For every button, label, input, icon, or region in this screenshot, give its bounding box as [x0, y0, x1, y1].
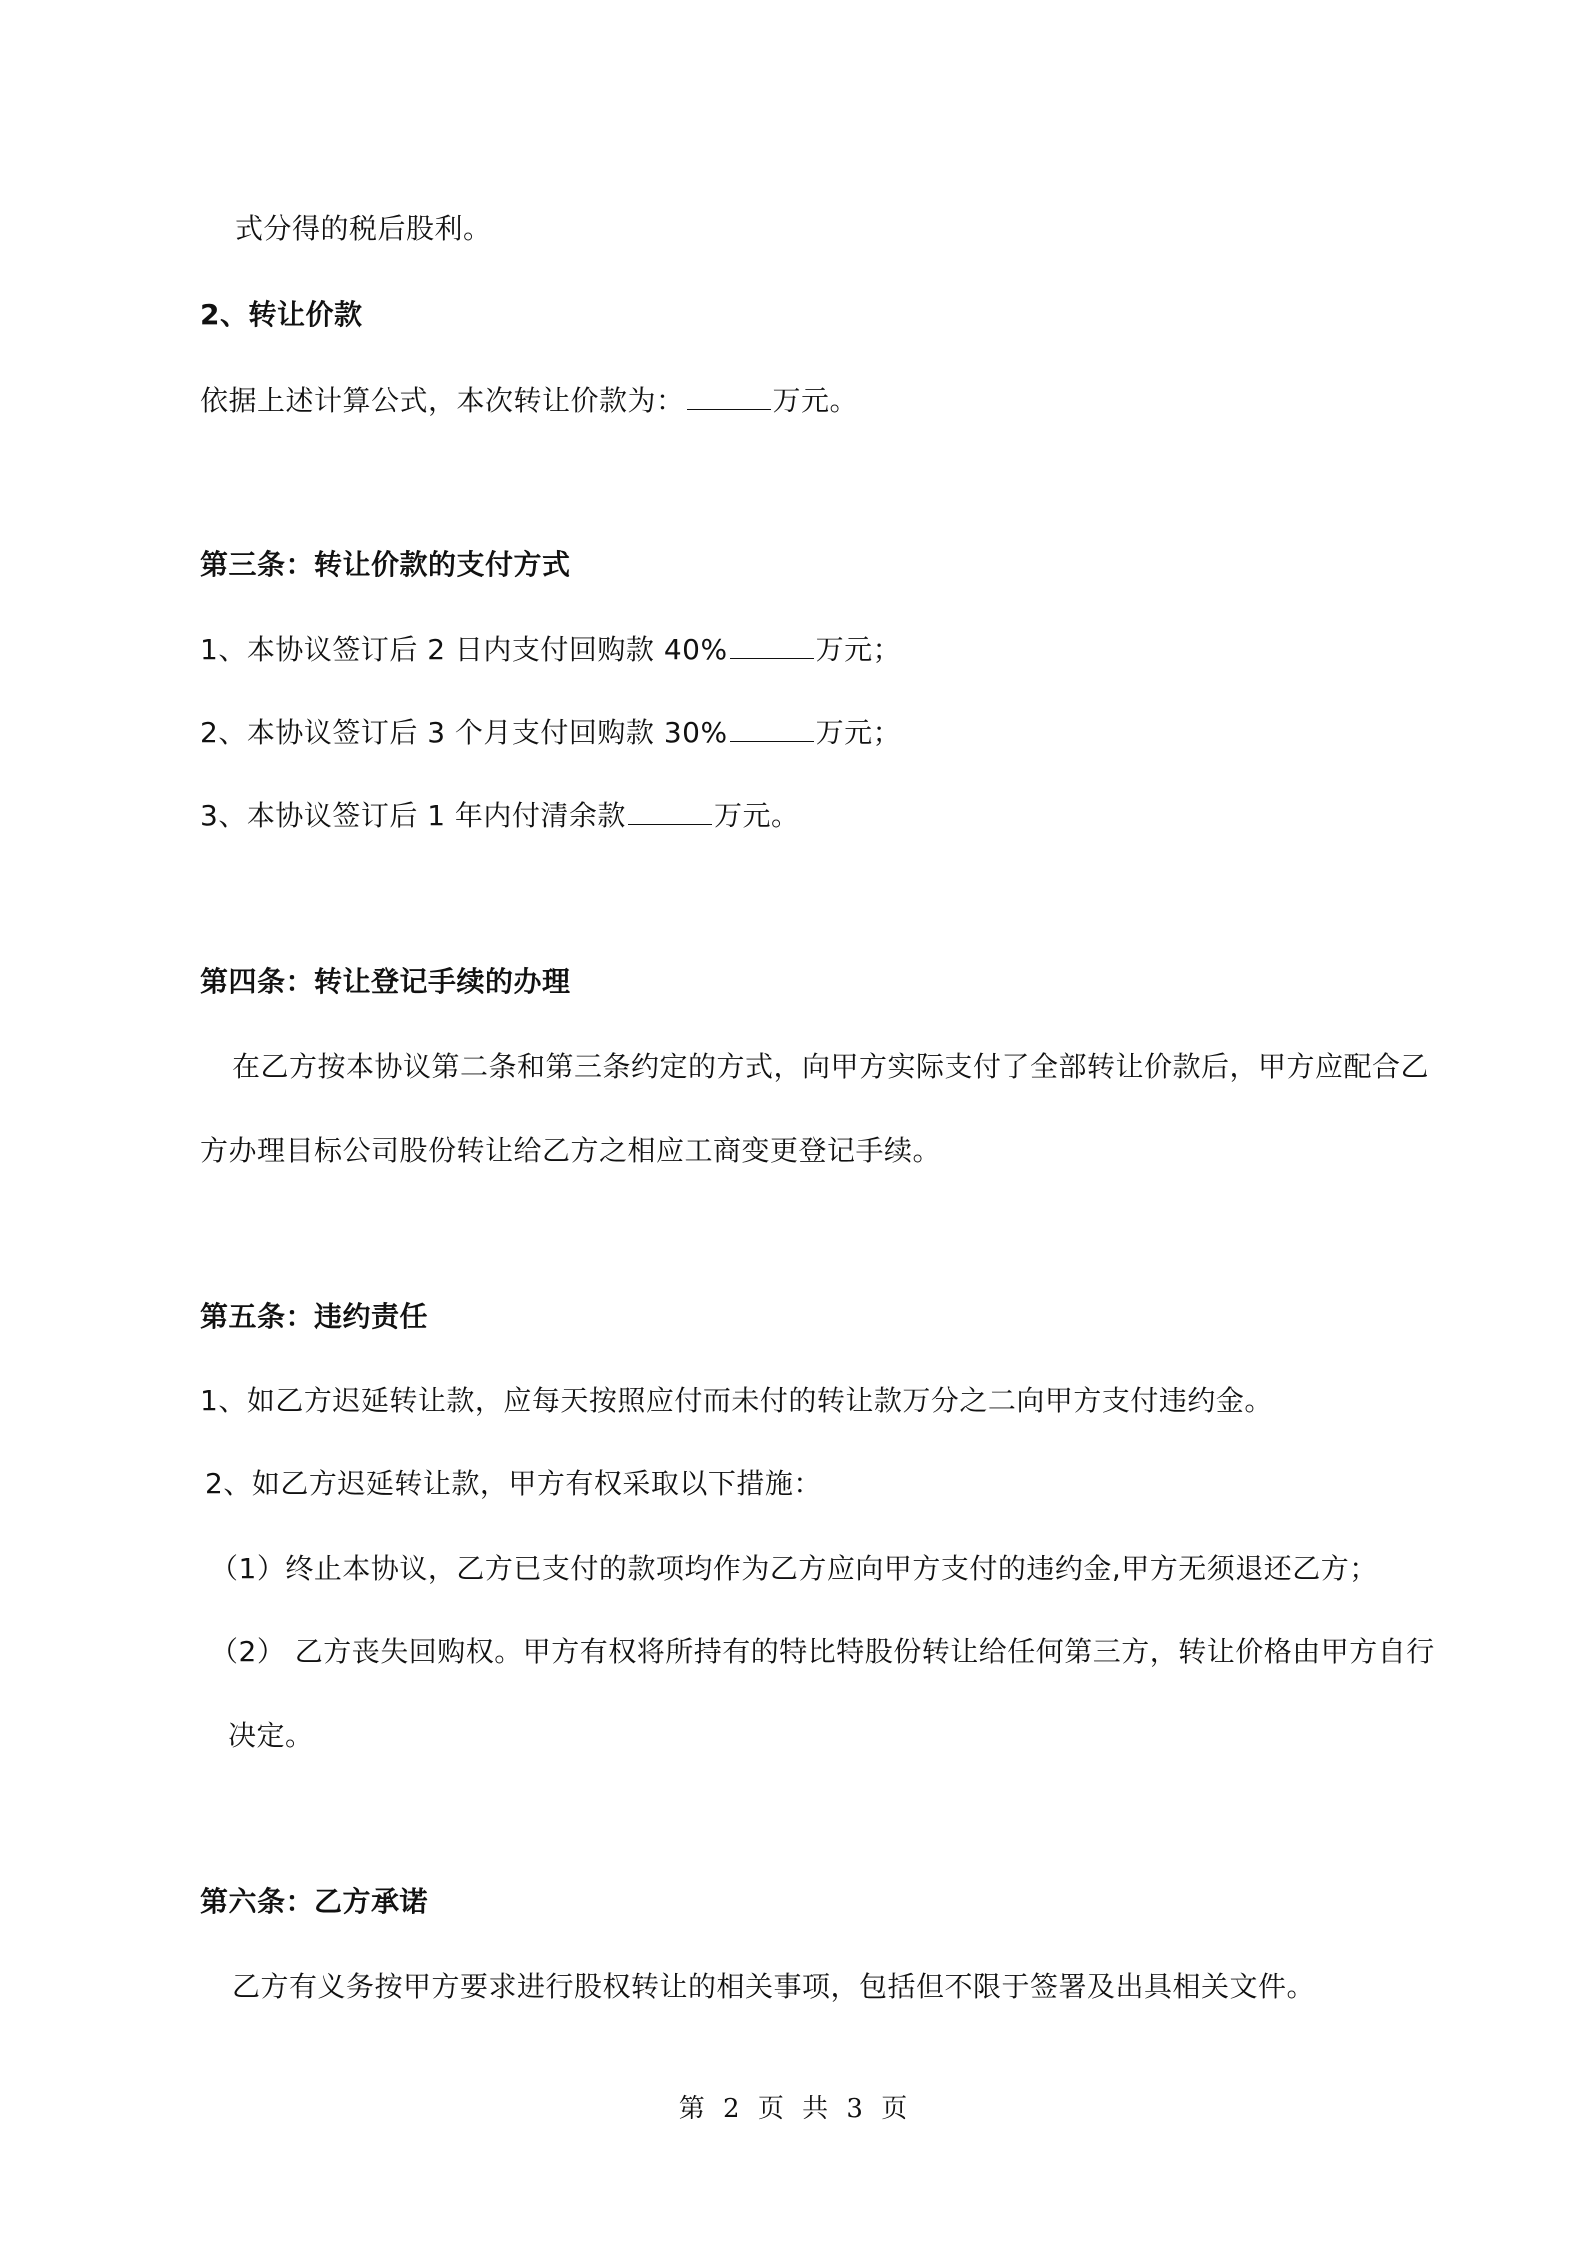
payment-item-1-unit: 万元； — [815, 633, 902, 666]
price-blank — [687, 383, 771, 410]
paragraph-line-price — [200, 383, 858, 418]
payment-item-1 — [200, 632, 901, 667]
payment-item-3-blank — [628, 798, 712, 825]
paragraph-line: （1）终止本协议，乙方已支付的款项均作为乙方应向甲方支付的违约金,甲方无须退还乙方； — [210, 1552, 1378, 1585]
paragraph-line: 方办理目标公司股份转让给乙方之相应工商变更登记手续。 — [200, 1134, 942, 1167]
paragraph-line: 在乙方按本协议第二条和第三条约定的方式，向甲方实际支付了全部转让价款后，甲方应配合乙 — [232, 1050, 1430, 1083]
paragraph-line: （2） 乙方丧失回购权。甲方有权将所持有的特比特股份转让给任何第三方，转让价格由甲方自行 — [210, 1635, 1435, 1668]
payment-item-2-unit: 万元； — [815, 716, 902, 749]
payment-item-3-text: 3、本协议签订后 1 年内付清余款 — [200, 799, 626, 832]
page-number: 第 2 页 共 3 页 — [678, 2094, 908, 2124]
price-text: 依据上述计算公式，本次转让价款为： — [200, 384, 685, 417]
article-6-heading: 第六条：乙方承诺 — [200, 1885, 429, 1918]
payment-item-2 — [200, 715, 901, 750]
payment-item-3 — [200, 798, 799, 833]
price-unit: 万元。 — [772, 384, 859, 417]
article-3-heading: 第三条：转让价款的支付方式 — [200, 548, 571, 581]
paragraph-line: 乙方有义务按甲方要求进行股权转让的相关事项，包括但不限于签署及出具相关文件。 — [232, 1970, 1316, 2003]
payment-item-2-text: 2、本协议签订后 3 个月支付回购款 30% — [200, 716, 728, 749]
payment-item-1-text: 1、本协议签订后 2 日内支付回购款 40% — [200, 633, 728, 666]
paragraph-line: 式分得的税后股利。 — [235, 212, 492, 245]
payment-item-1-blank — [730, 632, 814, 659]
paragraph-line: 决定。 — [228, 1719, 314, 1752]
payment-item-2-blank — [730, 715, 814, 742]
article-5-heading: 第五条：违约责任 — [200, 1300, 429, 1333]
section-heading-transfer-price: 2、转让价款 — [200, 298, 363, 331]
paragraph-line: 1、如乙方迟延转让款，应每天按照应付而未付的转让款万分之二向甲方支付违约金。 — [200, 1384, 1273, 1417]
article-4-heading: 第四条：转让登记手续的办理 — [200, 965, 571, 998]
payment-item-3-unit: 万元。 — [713, 799, 800, 832]
paragraph-line: 2、如乙方迟延转让款，甲方有权采取以下措施： — [205, 1467, 822, 1500]
